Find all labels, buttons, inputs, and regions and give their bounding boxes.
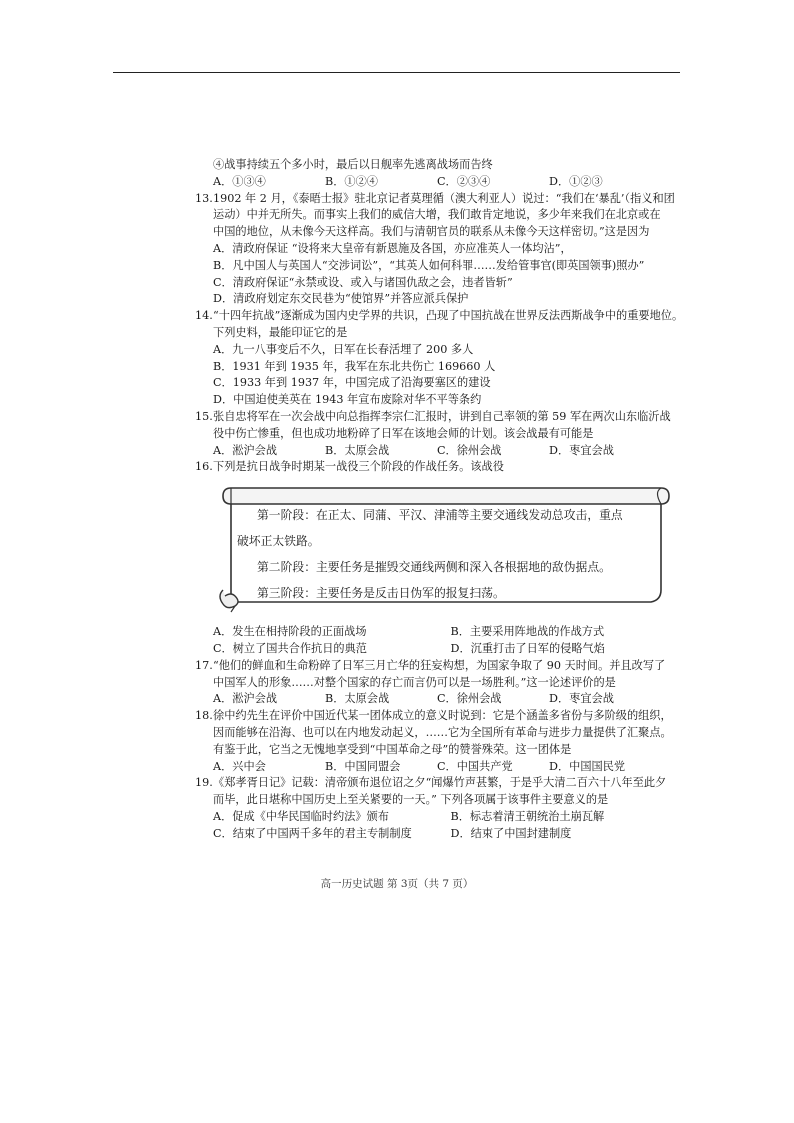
question-12-tail bbox=[213, 157, 688, 191]
question-13 bbox=[195, 191, 688, 309]
q14-stem-2: 下列史料，最能印证它的是 bbox=[213, 325, 348, 339]
question-14 bbox=[195, 308, 688, 409]
q16-number: 16. bbox=[195, 460, 213, 474]
q17-stem-1: “他们的鲜血和生命粉碎了日军三月亡华的狂妄构想，为国家争取了 90 天时间。并且改写了 bbox=[213, 658, 666, 672]
q18-stem-3: 有鉴于此，它当之无愧地享受到“中国革命之母”的赞誉殊荣。这一团体是 bbox=[213, 742, 572, 756]
q14-option-a[interactable]: A．九一八事变后不久，日军在长春活埋了 200 多人 bbox=[213, 342, 474, 356]
q18-option-c[interactable]: C．中国共产党 bbox=[437, 759, 513, 773]
q13-number: 13. bbox=[195, 191, 213, 205]
stage-2-text: 第二阶段：主要任务是摧毁交通线两侧和深入各根据地的敌伪据点。 bbox=[257, 560, 611, 575]
q13-option-c[interactable]: C．清政府保证“永禁或设、或入与诸国仇敌之会，违者皆斩” bbox=[213, 275, 513, 289]
q16-option-d[interactable]: D．沉重打击了日军的侵略气焰 bbox=[450, 641, 605, 655]
q19-stem-1: 《郑孝胥日记》记载：清帝颁布退位诏之夕“闻爆竹声甚繁，于是乎大清二百六十八年至此夕 bbox=[213, 776, 667, 790]
q18-option-a[interactable]: A．兴中会 bbox=[213, 759, 266, 773]
q16-option-c[interactable]: C．树立了国共合作抗日的典范 bbox=[213, 641, 367, 655]
page-footer: 高一历史试题 第 3页（共 7 页） bbox=[320, 878, 474, 890]
scroll-text bbox=[237, 502, 657, 606]
q18-stem-1: 徐中约先生在评价中国近代某一团体成立的意义时说到：它是个涵盖多省份与多阶级的组织， bbox=[213, 709, 672, 723]
q19-stem-2: 而毕，此日堪称中国历史上至关紧要的一天。” 下列各项属于该事件主要意义的是 bbox=[213, 793, 609, 807]
q19-options-row-2 bbox=[213, 826, 688, 843]
q17-stem-2: 中国军人的形象……对整个国家的存亡而言仍可以是一场胜利。”这一论述评价的是 bbox=[213, 675, 616, 689]
q15-option-b[interactable]: B．太原会战 bbox=[325, 443, 390, 457]
stage-1-text: 第一阶段：在正太、同蒲、平汉、津浦等主要交通线发动总攻击，重点 bbox=[257, 508, 623, 523]
q14-option-c[interactable]: C．1933 年到 1937 年，中国完成了沿海要塞区的建设 bbox=[213, 376, 491, 390]
q12-item-4: ④战事持续五个多小时，最后以日舰率先逃离战场而告终 bbox=[213, 158, 493, 171]
q15-number: 15. bbox=[195, 409, 213, 423]
q17-option-b[interactable]: B．太原会战 bbox=[325, 692, 390, 706]
q18-option-d[interactable]: D．中国国民党 bbox=[549, 759, 626, 773]
q16-option-b[interactable]: B．主要采用阵地战的作战方式 bbox=[450, 625, 605, 639]
q19-option-c[interactable]: C．结束了中国两千多年的君主专制制度 bbox=[213, 826, 412, 840]
q19-option-d[interactable]: D．结束了中国封建制度 bbox=[450, 826, 572, 840]
q16-option-a[interactable]: A．发生在相持阶段的正面战场 bbox=[213, 625, 367, 639]
q14-option-d[interactable]: D．中国迫使美英在 1943 年宣布废除对华不平等条约 bbox=[213, 393, 482, 407]
question-19 bbox=[195, 775, 688, 842]
stage-1-text-cont: 破坏正太铁路。 bbox=[237, 534, 320, 549]
stage-3-text: 第三阶段：主要任务是反击日伪军的报复扫荡。 bbox=[257, 586, 505, 601]
q19-number: 19. bbox=[195, 776, 213, 790]
q15-option-c[interactable]: C．徐州会战 bbox=[437, 443, 502, 457]
top-rule bbox=[113, 72, 680, 73]
q18-stem-2: 因而能够在沿海、也可以在内地发动起义，……它为全国所有革命与进步力量提供了汇聚点。 bbox=[213, 725, 672, 739]
q15-options bbox=[213, 443, 688, 460]
q13-option-b[interactable]: B．凡中国人与英国人“交涉词讼”，“其英人如何科罪……发给管事官(即英国领事)照办” bbox=[213, 258, 645, 272]
q13-stem-2: 运动）中并无所失。而事实上我们的威信大增，我们敢肯定地说，多少年来我们在北京或在 bbox=[213, 208, 661, 222]
q18-option-b[interactable]: B．中国同盟会 bbox=[325, 759, 401, 773]
q16-options-row-1 bbox=[213, 624, 688, 641]
q19-options-row-1 bbox=[213, 809, 688, 826]
q12-option-c[interactable]: C．②③④ bbox=[437, 174, 491, 188]
q13-stem-3: 中国的地位，从未像今天这样高。我们与清朝官员的联系从未像今天这样密切。”这是因为 bbox=[213, 225, 650, 239]
q15-stem-1: 张自忠将军在一次会战中向总指挥李宗仁汇报时，讲到自己率领的第 59 军在两次山东临沂战 bbox=[213, 409, 671, 423]
q14-stem-1: “十四年抗战”逐渐成为国内史学界的共识，凸现了中国抗战在世界反法西斯战争中的重要地位。 bbox=[213, 309, 684, 323]
q12-options bbox=[213, 174, 688, 191]
exam-content bbox=[195, 157, 688, 843]
question-17 bbox=[195, 658, 688, 708]
q16-options-row-2 bbox=[213, 641, 688, 658]
q14-number: 14. bbox=[195, 309, 213, 323]
q17-option-c[interactable]: C．徐州会战 bbox=[437, 692, 502, 706]
q18-options bbox=[213, 759, 688, 776]
question-18 bbox=[195, 708, 688, 775]
q17-options bbox=[213, 691, 688, 708]
q16-stem-1: 下列是抗日战争时期某一战役三个阶段的作战任务。该战役 bbox=[213, 460, 504, 474]
q13-option-a[interactable]: A．清政府保证 “设将来大皇帝有新恩施及各国，亦应准英人一体均沾”， bbox=[213, 241, 572, 255]
q12-option-b[interactable]: B．①②④ bbox=[325, 174, 378, 188]
q17-option-d[interactable]: D．枣宜会战 bbox=[549, 692, 614, 706]
q19-option-b[interactable]: B．标志着清王朝统治土崩瓦解 bbox=[450, 809, 605, 823]
q13-option-d[interactable]: D．清政府划定东交民巷为“使馆界”并答应派兵保护 bbox=[213, 292, 469, 306]
q15-stem-2: 役中伤亡惨重，但也成功地粉碎了日军在该地会师的计划。该会战最有可能是 bbox=[213, 426, 594, 440]
q17-number: 17. bbox=[195, 658, 213, 672]
question-16 bbox=[195, 459, 688, 657]
q15-option-a[interactable]: A．淞沪会战 bbox=[213, 443, 278, 457]
q12-option-a[interactable]: A．①③④ bbox=[213, 174, 266, 188]
q13-stem-1: 1902 年 2 月，《泰晤士报》驻北京记者莫理循（澳大利亚人）说过：“我们在‘暴乱’（指义和团 bbox=[213, 191, 675, 205]
q14-option-b[interactable]: B．1931 年到 1935 年，我军在东北共伤亡 169660 人 bbox=[213, 359, 496, 373]
q18-number: 18. bbox=[195, 709, 213, 723]
battle-stages-scroll bbox=[213, 478, 688, 618]
q17-option-a[interactable]: A．淞沪会战 bbox=[213, 692, 278, 706]
q12-option-d[interactable]: D．①②③ bbox=[549, 174, 603, 188]
q15-option-d[interactable]: D．枣宜会战 bbox=[549, 443, 614, 457]
question-15 bbox=[195, 409, 688, 459]
q19-option-a[interactable]: A．促成《中华民国临时约法》颁布 bbox=[213, 809, 389, 823]
